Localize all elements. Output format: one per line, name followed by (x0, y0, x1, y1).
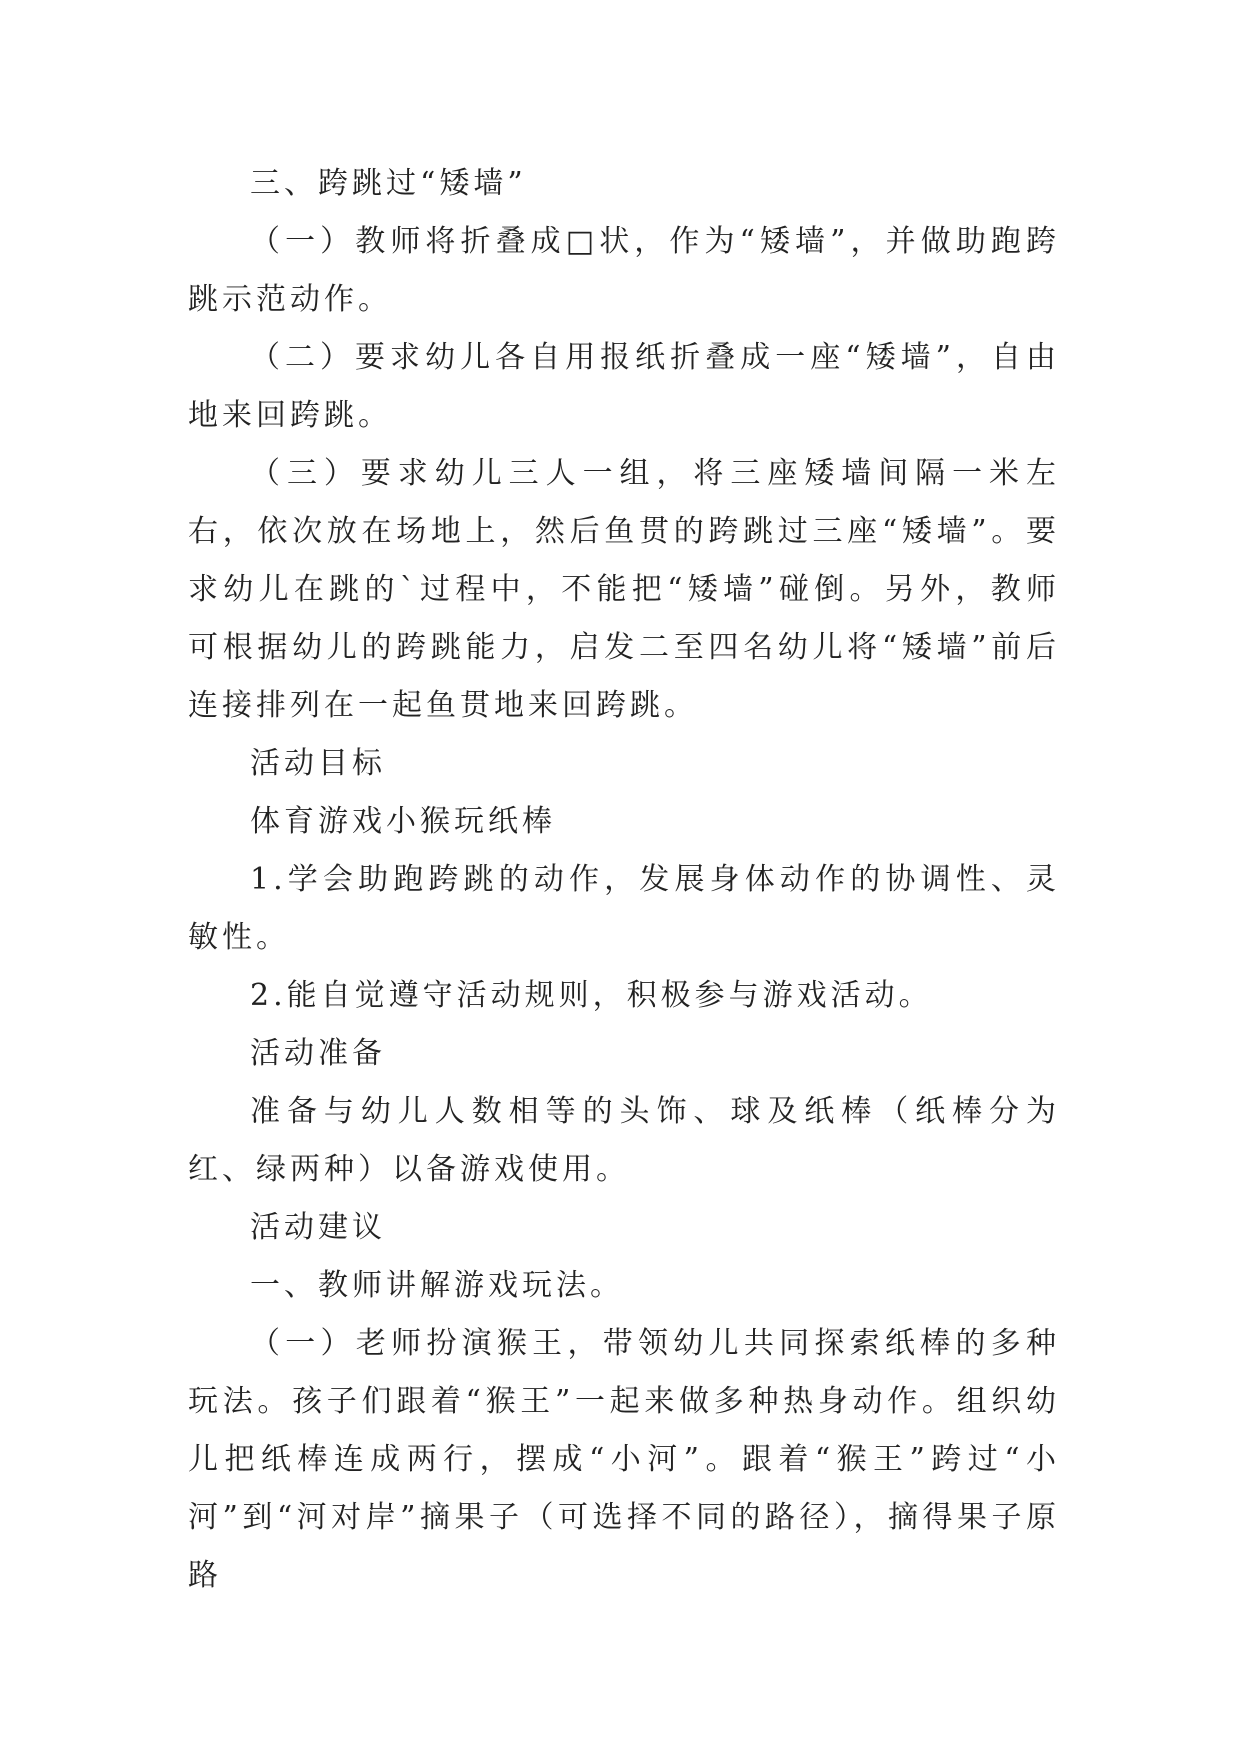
paragraph-step-3: （三）要求幼儿三人一组，将三座矮墙间隔一米左右，依次放在场地上，然后鱼贯的跨跳过三座“矮墙”。要求幼儿在跳的`过程中，不能把“矮墙”碰倒。另外，教师可根据幼儿的跨跳能力，启发二至四名幼儿将“矮墙”前后连接排列在一起鱼贯地来回跨跳。 (188, 456, 1060, 723)
document-body (188, 155, 1060, 1605)
section-heading-jump-over-wall: 三、跨跳过“矮墙” (250, 166, 527, 201)
paragraph-step-1: （一）教师将折叠成□状，作为“矮墙”，并做助跑跨跳示范动作。 (188, 224, 1060, 317)
heading-activity-suggestions: 活动建议 (250, 1210, 386, 1245)
paragraph-gameplay-1: （一）老师扮演猴王，带领幼儿共同探索纸棒的多种玩法。孩子们跟着“猴王”一起来做多种热身动作。组织幼儿把纸棒连成两行，摆成“小河”。跟着“猴王”跨过“小河”到“河对岸”摘果子（可选择不同的路径），摘得果子原路 (188, 1326, 1060, 1593)
heading-explain-gameplay: 一、教师讲解游戏玩法。 (250, 1268, 624, 1303)
paragraph-goal-2: 2.能自觉遵守活动规则，积极参与游戏活动。 (250, 978, 933, 1013)
heading-activity-preparation: 活动准备 (250, 1036, 386, 1071)
paragraph-step-2: （二）要求幼儿各自用报纸折叠成一座“矮墙”，自由地来回跨跳。 (188, 340, 1060, 433)
heading-activity-goals: 活动目标 (250, 746, 386, 781)
paragraph-preparation: 准备与幼儿人数相等的头饰、球及纸棒（纸棒分为红、绿两种）以备游戏使用。 (188, 1094, 1060, 1187)
paragraph-goal-1: 1.学会助跑跨跳的动作，发展身体动作的协调性、灵敏性。 (188, 862, 1060, 955)
heading-game-title: 体育游戏小猴玩纸棒 (250, 804, 556, 839)
